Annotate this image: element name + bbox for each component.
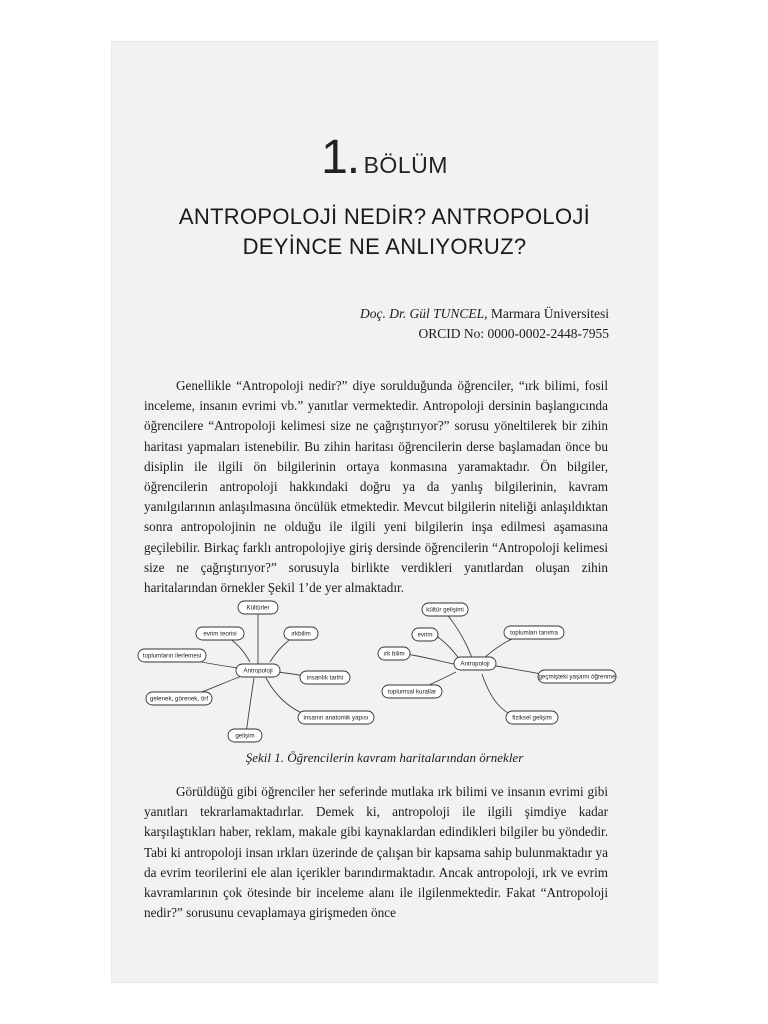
map2-edge (445, 612, 472, 658)
map2-center-node (454, 657, 496, 670)
chapter-title-line-1: ANTROPOLOJİ NEDİR? ANTROPOLOJİ (178, 204, 591, 229)
map2-edge (434, 634, 460, 660)
map1-node-label: insanlık tarihi (306, 674, 344, 682)
map2-node-label: fiziksel gelişim (512, 714, 552, 722)
map1-node-label: gelenek, görenek, örf (149, 695, 209, 703)
map1-node-label: gelişim (235, 732, 255, 740)
map2-node (412, 628, 438, 641)
map2-node-label: toplumsal kurallar (387, 688, 437, 696)
map1-node (300, 671, 350, 684)
map2-node-label: kültür gelişimi (426, 606, 464, 614)
chapter-heading (112, 130, 657, 185)
map2-node (506, 711, 558, 724)
figure-caption: Şekil 1. Öğrencilerin kavram haritalarından örnekler (245, 750, 524, 765)
map1-node-label: Kültürler (246, 604, 270, 612)
map2-node (422, 603, 468, 616)
map1-node (238, 601, 278, 614)
paragraph-1-text: Genellikle “Antropoloji nedir?” diye sorulduğunda öğrenciler, “ırk bilimi, fosil inceleme, insanın evrimi vb.” yanıtlar vermektedir. Antropoloji dersinin başlangıcında öğrencilere “Antropoloji kelimesi size ne çağrıştırıyor?” sorusu yöneltilerek bir zihin haritası yapmaları istenebilir. Bu zihin haritası öğrencilerin derse başlamadan önce bu disiplin ile ilgili ön bilgilerinin ortaya konmasına yaramaktadır. Ön bilgiler, öğrencilerin antropoloji hakkındaki doğru ya da yanlış bilgilerinin, kavram yanılgılarının anlaşılmasına öncülük etmektedir. Mevcut bilgilerin niteliği anlaşıldıktan sonra antropolojinin ne olduğu ile ilgili yeni bilgilerin inşa edilmesi aşamasına geçilebilir. Birkaç farklı antropolojiye giriş dersinde öğrencilerin “Antropoloji kelimesi size ne çağrıştırıyor?” sorusuyla birlikte verdikleri yanıtlardan oluşan zihin haritalarından örnekler Şekil 1’de yer almaktadır. (144, 378, 608, 596)
chapter-number: 1. (321, 131, 360, 184)
map1-node-label: insanın anatomik yapısı (303, 714, 369, 722)
map2-node-label: ırk bilim (383, 650, 405, 658)
map2-node-label: geçmişteki yaşamı öğrenme (538, 673, 616, 681)
chapter-title (112, 202, 657, 262)
author-name: Doç. Dr. Gül TUNCEL (360, 306, 485, 321)
paragraph-2-text: Görüldüğü gibi öğrenciler her seferinde mutlaka ırk bilimi ve insanın evrimi gibi yanıtları tekrarlamaktadırlar. Demek ki, antropoloji ile ilgili şimdiye kadar karşılaştıkları haber, reklam, makale gibi kaynaklardan edindikleri bilgiler bu yöndedir. Tabi ki antropoloji insan ırkları üzerinde de çalışan bir kapsama sahip bulunmaktadır ya da evrim teorilerini ele alan içerikler barındırmaktadır. Ancak antropoloji, ırk ve evrim kavramlarının çok ötesinde bir inceleme alanı ile ilgilenmektedir. Fakat “Antropoloji nedir?” sorusunu cevaplamaya girişmeden önce (144, 784, 608, 921)
paragraph-1 (144, 376, 608, 598)
chapter-word: BÖLÜM (363, 152, 448, 178)
map1-node (138, 649, 206, 662)
map1-node (146, 692, 212, 705)
paragraph-2 (144, 782, 608, 923)
author-orcid: ORCID No: 0000-0002-2448-7955 (418, 326, 609, 341)
author-affiliation: , Marmara Üniversitesi (484, 306, 609, 321)
map1-center-node (236, 664, 280, 677)
map2-edge (406, 654, 454, 664)
map2-node-label: evrim (417, 631, 433, 639)
map1-edge (246, 678, 254, 734)
map2-node (538, 670, 616, 683)
map1-node (298, 711, 374, 724)
map1-center-label: Antropoloji (243, 667, 273, 675)
map1-node-label: toplumların ilerlemesi (142, 652, 202, 660)
concept-map-svg (120, 594, 620, 744)
map1-node-label: ırkbilim (291, 630, 311, 638)
map1-node-label: evrim teorisi (203, 630, 237, 638)
map2-node (382, 685, 442, 698)
map2-center-label: Antropoloji (460, 660, 490, 668)
chapter-title-line-2: DEYİNCE NE ANLIYORUZ? (242, 234, 527, 259)
author-block (360, 304, 609, 344)
map1-node (196, 627, 244, 640)
book-page (112, 42, 657, 982)
map2-node-label: toplumları tanıma (510, 629, 558, 637)
map2-node (378, 647, 410, 660)
map2-node (504, 626, 564, 639)
concept-map-figure (120, 594, 620, 744)
map1-node (228, 729, 262, 742)
map1-node (284, 627, 318, 640)
